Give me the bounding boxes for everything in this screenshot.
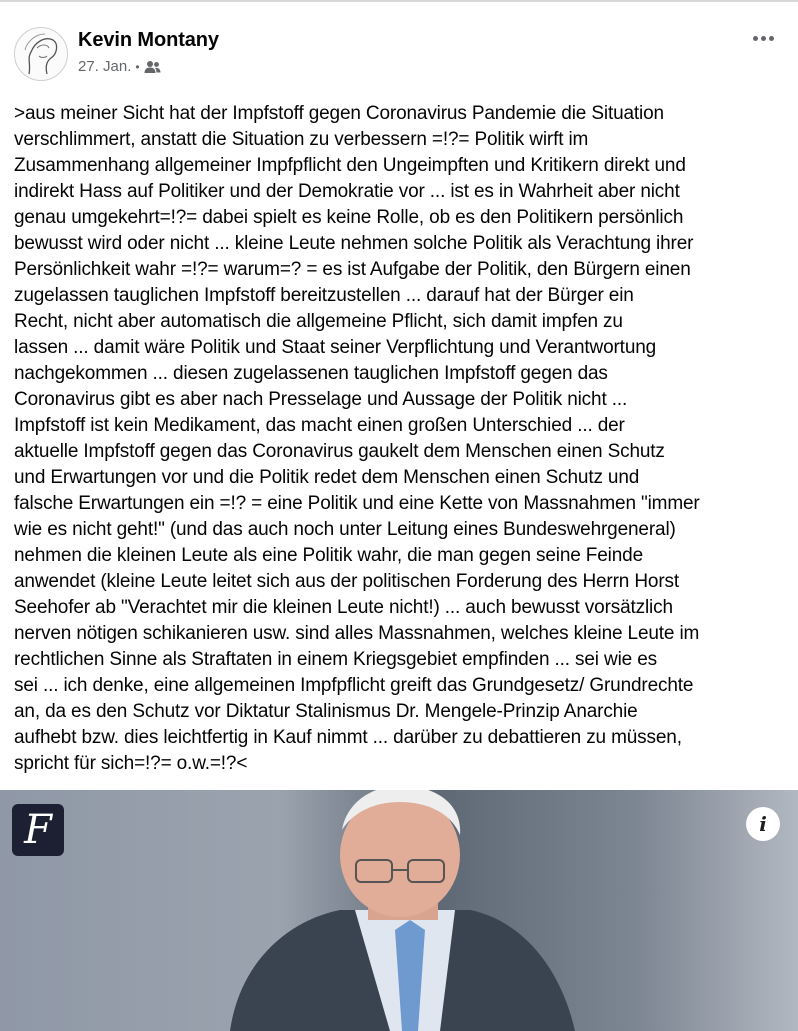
avatar-sketch-icon (15, 28, 67, 80)
post-meta (78, 58, 161, 75)
speaker-photo (0, 790, 798, 1031)
link-preview-image[interactable] (0, 790, 798, 1031)
top-divider (0, 0, 798, 2)
avatar[interactable] (14, 27, 68, 81)
friends-icon (144, 60, 161, 74)
meta-separator: • (135, 59, 140, 74)
post-date[interactable]: 27. Jan. (78, 58, 132, 75)
info-icon[interactable]: i (746, 807, 780, 841)
author-name[interactable]: Kevin Montany (78, 29, 219, 51)
more-options-icon[interactable] (748, 28, 778, 48)
source-logo[interactable]: F (12, 804, 64, 856)
post-text: >aus meiner Sicht hat der Impfstoff gegen Coronavirus Pandemie die Situation verschlimmert, anstatt die Situation zu verbessern =!?= Politik wirft im Zusammenhang allgemeiner Impfpflicht den Ungeimpften und Kritikern direkt und indirekt Hass auf Politiker und der Demokratie vor ... ist es in Wahrheit aber nicht genau umgekehrt=!?= dabei spielt es keine Rolle, ob es den Politikern persönlich bewusst wird oder nicht ... kleine Leute nehmen solche Politik als Verachtung ihrer Persönlichkeit wahr =!?= warum=? = es ist Aufgabe der Politik, den Bürgern einen zugelassen tauglichen Impfstoff bereitzustellen ... darauf hat der Bürger ein Recht, nicht aber automatisch die allgemeine Pflicht, sich damit impfen zu lassen ... damit wäre Politik und Staat seiner Verpflichtung und Verantwortung nachgekommen ... diesen zugelassenen tauglichen Impfstoff gegen das Coronavirus gibt es aber nach Presselage und Aussage der Politik nicht ... Impfstoff ist kein Medikament, das macht einen großen Unterschied ... der aktuelle Impfstoff gegen das Coronavirus gaukelt dem Menschen einen Schutz und Erwartungen vor und die Politik redet dem Menschen einen Schutz und falsche Erwartungen ein =!? = eine Politik und eine Kette von Massnahmen "immer wie es nicht geht!" (und das auch noch unter Leitung eines Bundeswehrgeneral) nehmen die kleinen Leute als eine Politik wahr, die man gegen seine Feinde anwendet (kleine Leute leitet sich aus der politischen Forderung des Herrn Horst Seehofer ab "Verachtet mir die kleinen Leute nicht!) ... auch bewusst vorsätzlich nerven nötigen schikanieren usw. sind alles Massnahmen, welches kleine Leute im rechtlichen Sinne als Straftaten in einem Kriegsgebiet empfinden ... sei wie es sei ... ich denke, eine allgemeinen Impfpflicht greift das Grundgesetz/ Grundrechte an, da es den Schutz vor Diktatur Stalinismus Dr. Mengele-Prinzip Anarchie aufhebt bzw. dies leichtfertig in Kauf nimmt ... darüber zu debattieren zu müssen, spricht für sich=!?= o.w.=!?< (14, 103, 700, 774)
